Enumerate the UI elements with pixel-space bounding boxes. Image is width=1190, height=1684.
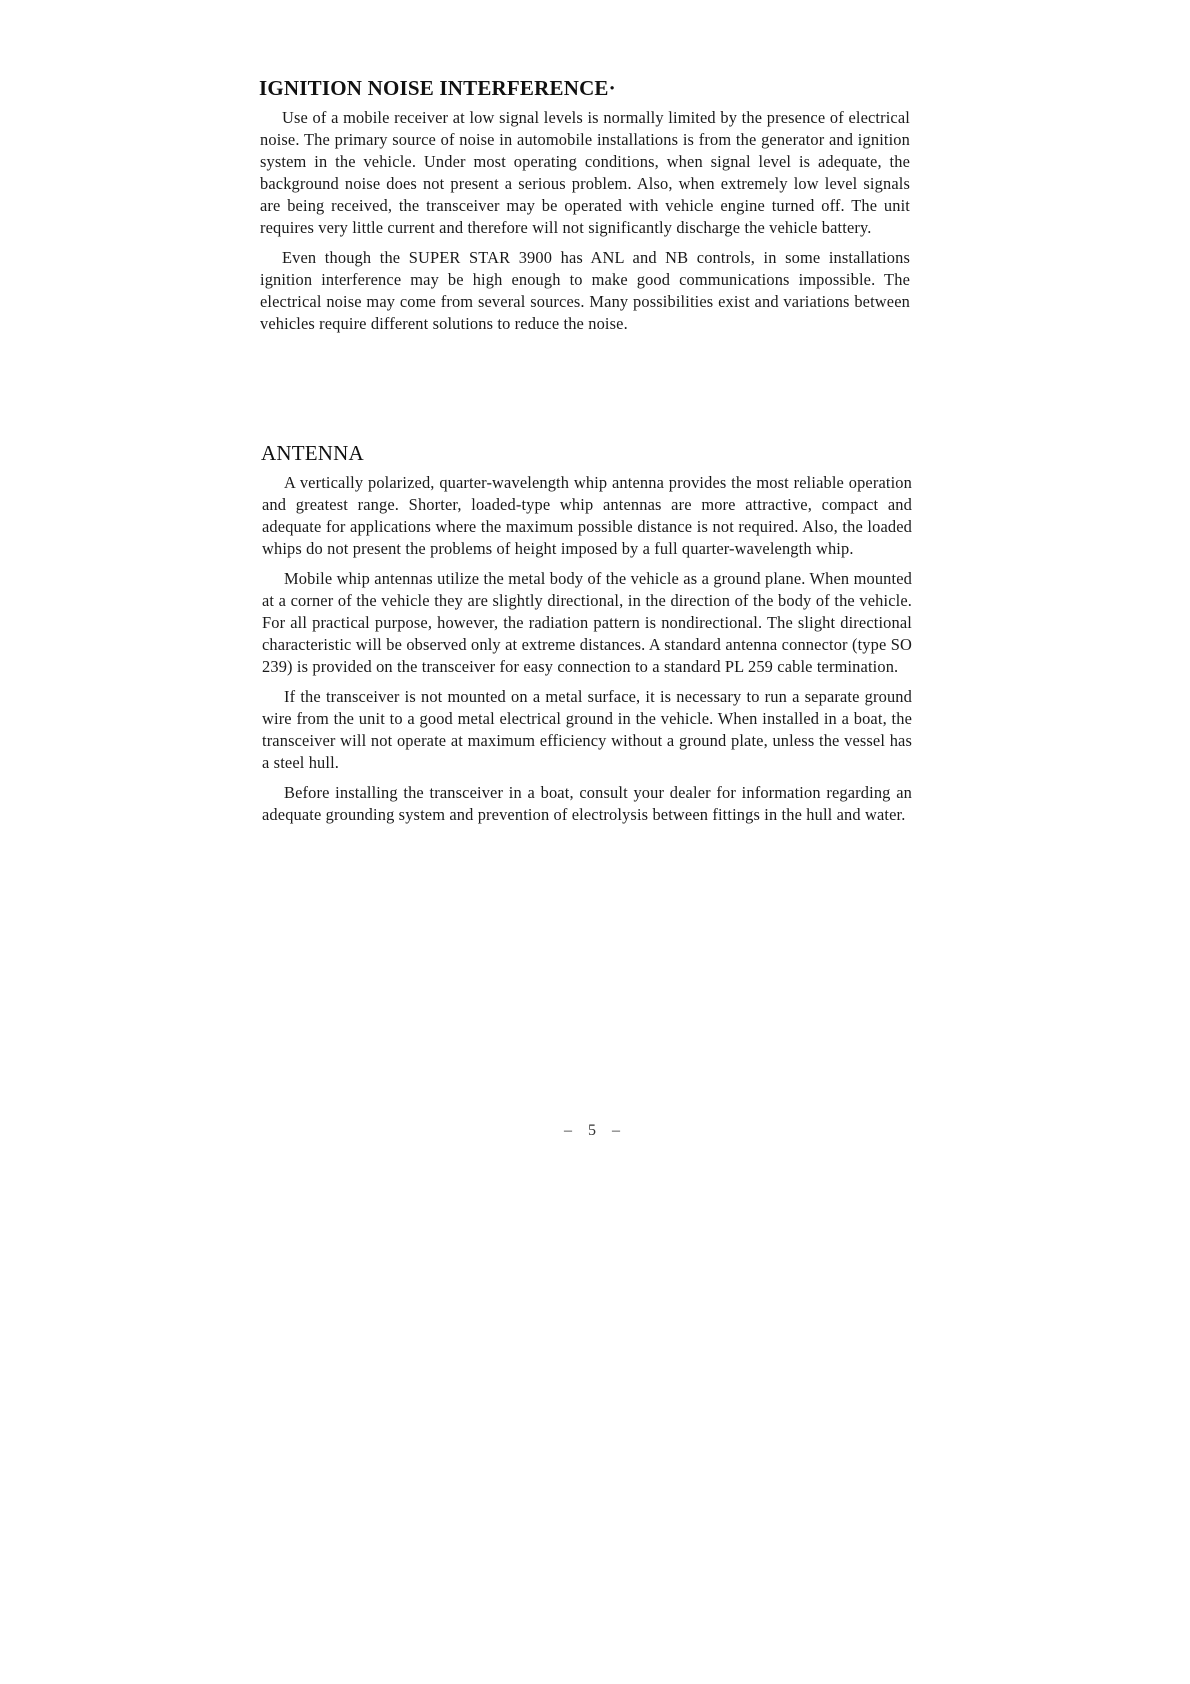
section-heading: ANTENNA xyxy=(261,441,364,465)
paragraph: Use of a mobile receiver at low signal levels is normally limited by the presence of electrical noise. The primary source of noise in automobile installations is from the generator and ignition system in the vehicle. Under most operating conditions, when signal level is adequate, the background noise does not present a serious problem. Also, when extremely low level signals are being received, the transceiver may be operated with vehicle engine turned off. The unit requires very little current and therefore will not significantly discharge the vehicle battery. xyxy=(260,108,910,237)
section-heading: IGNITION NOISE INTERFERENCE· xyxy=(259,76,616,100)
page-number: – 5 – xyxy=(564,1122,626,1139)
section-ignition-noise xyxy=(260,76,910,343)
paragraph: Even though the SUPER STAR 3900 has ANL and NB controls, in some installations ignition interference may be high enough to make good communications impossible. The electrical noise may come from several sources. Many possibilities exist and variations between vehicles require different solutions to reduce the noise. xyxy=(260,248,910,333)
paragraph: Mobile whip antennas utilize the metal body of the vehicle as a ground plane. When mounted at a corner of the vehicle they are slightly directional, in the direction of the body of the vehicle. For all practical purpose, however, the radiation pattern is nondirectional. The slight directional characteristic will be observed only at extreme distances. A standard antenna connector (type SO 239) is provided on the transceiver for easy connection to a standard PL 259 cable termination. xyxy=(262,569,912,676)
paragraph: Before installing the transceiver in a boat, consult your dealer for information regarding an adequate grounding system and prevention of electrolysis between fittings in the hull and water. xyxy=(262,783,912,824)
section-antenna xyxy=(262,441,912,834)
paragraph: If the transceiver is not mounted on a metal surface, it is necessary to run a separate ground wire from the unit to a good metal electrical ground in the vehicle. When installed in a boat, the transceiver will not operate at maximum efficiency without a ground plate, unless the vessel has a steel hull. xyxy=(262,687,912,772)
paragraph: A vertically polarized, quarter-wavelength whip antenna provides the most reliable operation and greatest range. Shorter, loaded-type whip antennas are more attractive, compact and adequate for applications where the maximum possible distance is not required. Also, the loaded whips do not present the problems of height imposed by a full quarter-wavelength whip. xyxy=(262,473,912,558)
